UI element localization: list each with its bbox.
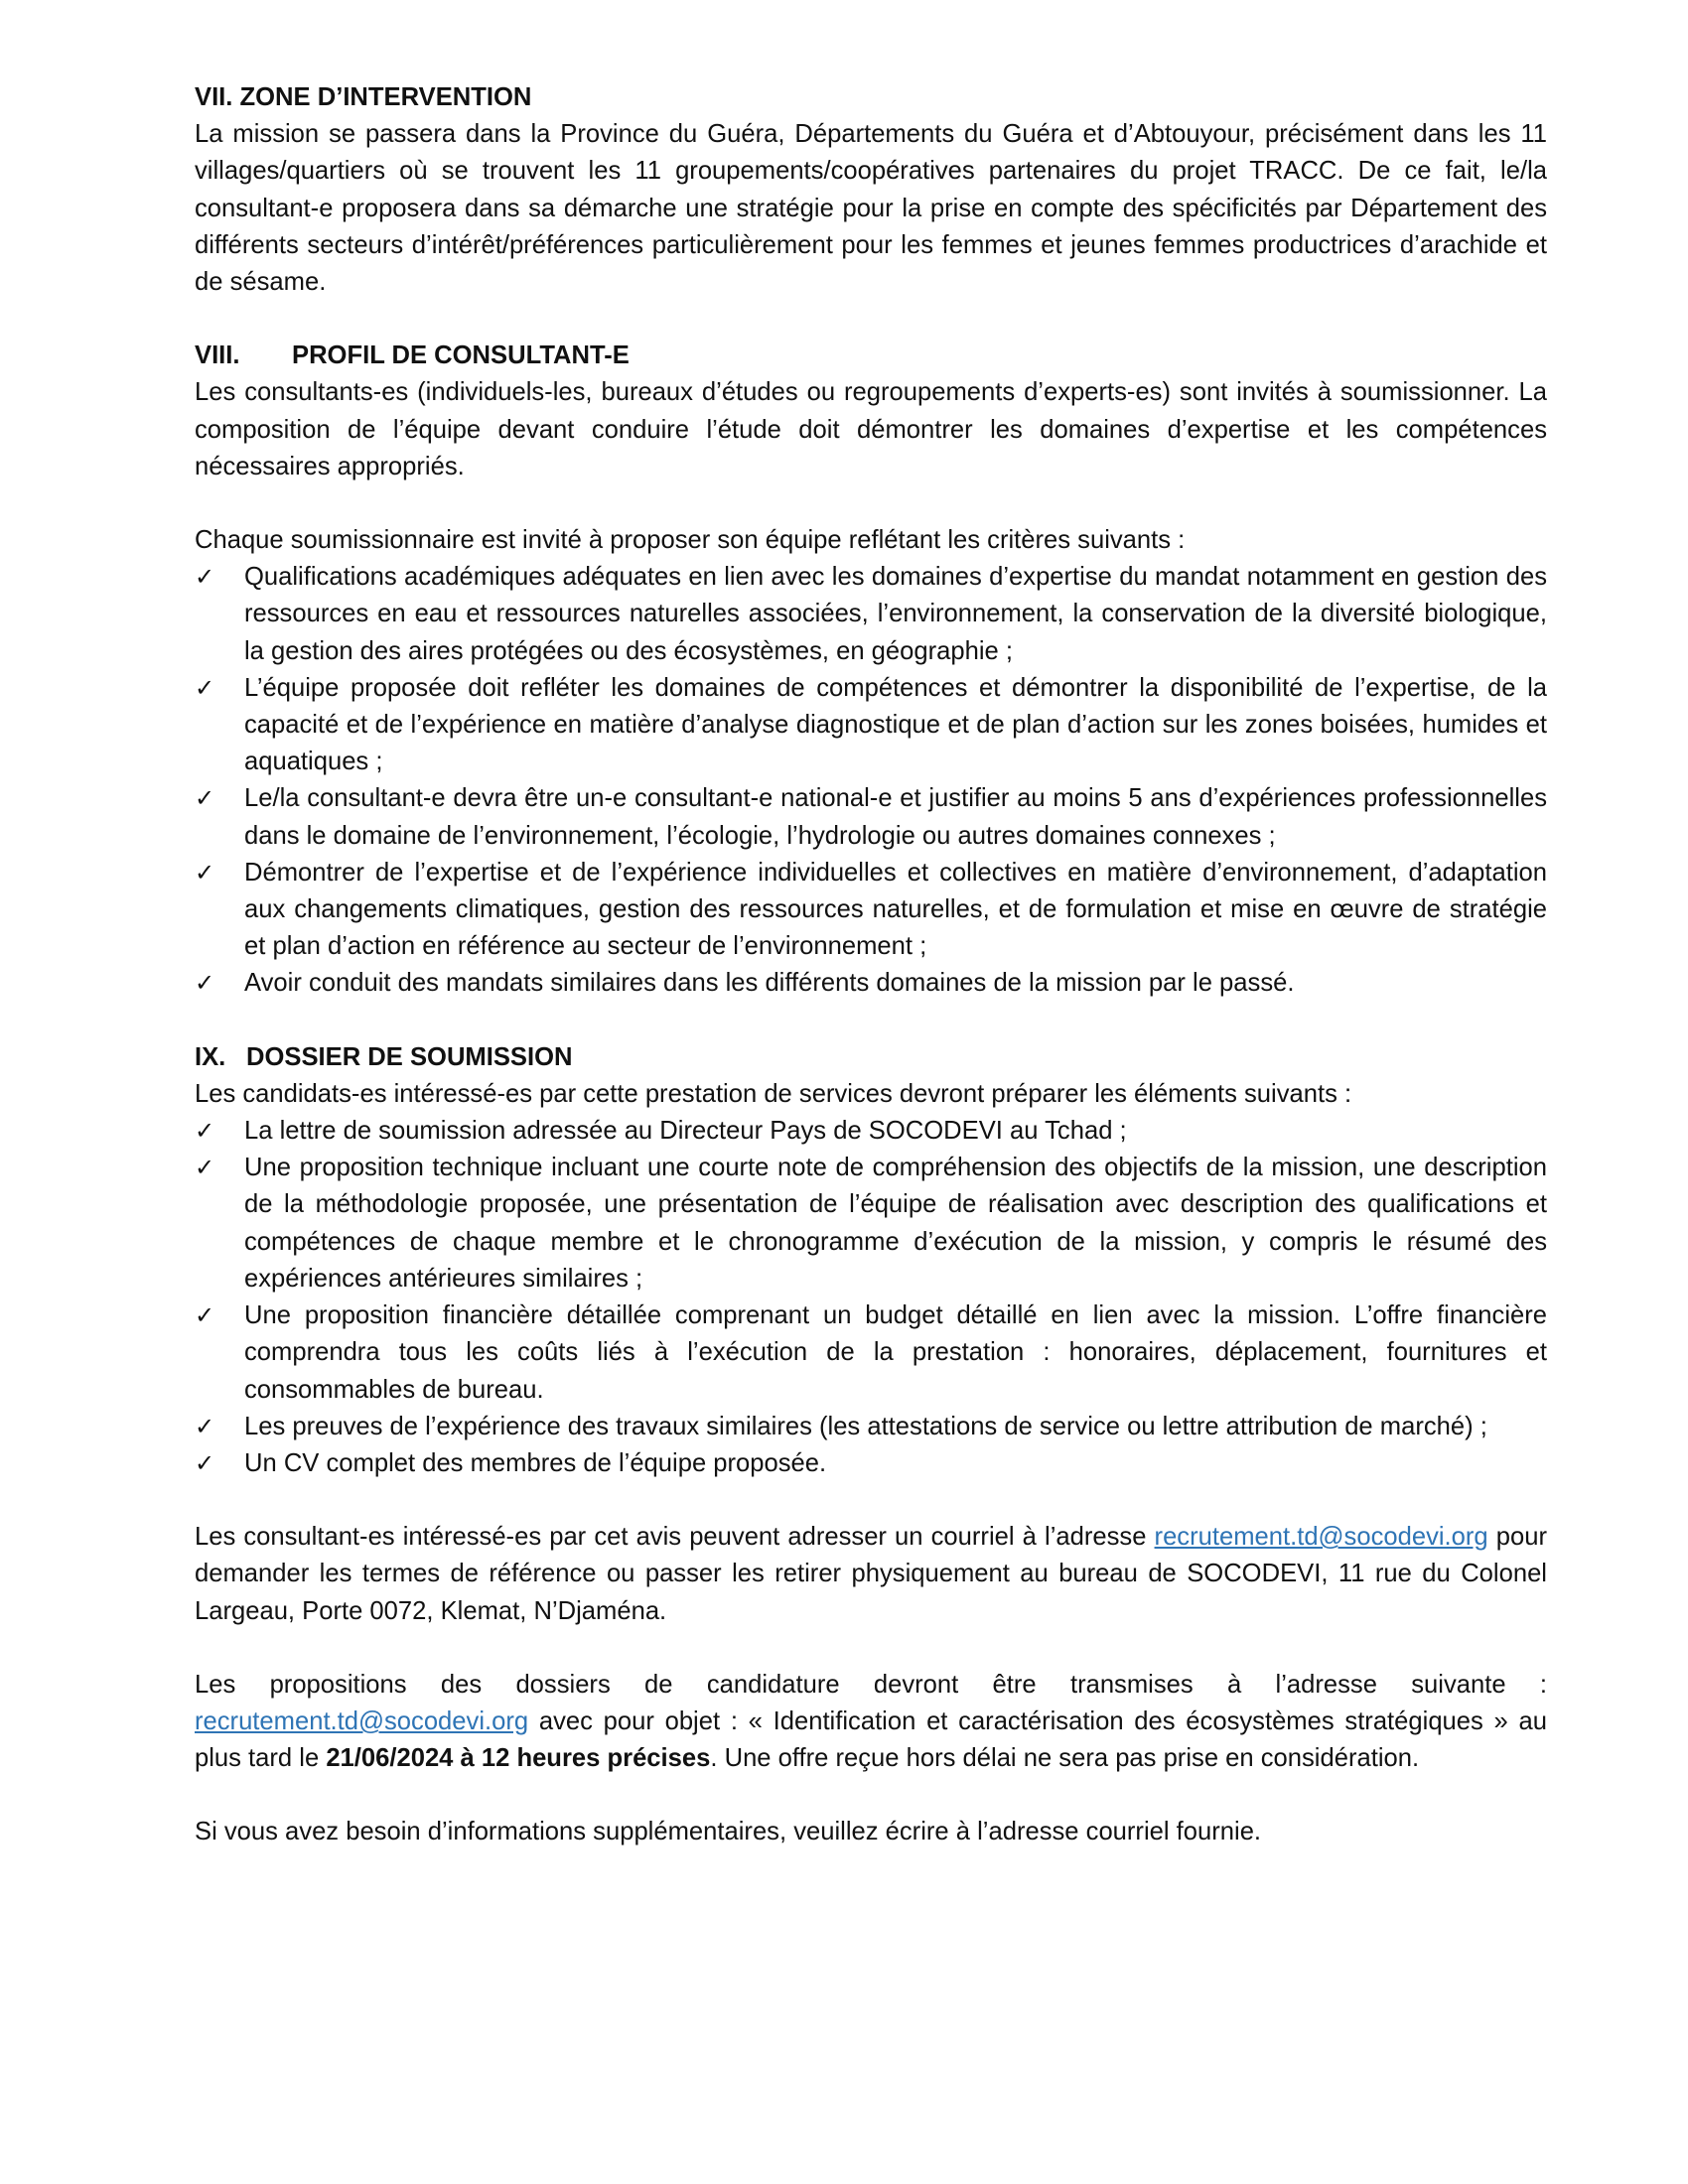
check-icon: ✓ (195, 1412, 215, 1440)
section-viii-number: VIII. (195, 341, 240, 370)
check-icon: ✓ (195, 784, 215, 813)
check-icon: ✓ (195, 1448, 215, 1477)
list-item: ✓ Le/la consultant-e devra être un-e consultant-e national-e et justifier au moins 5 ans d’expériences professionnelles dans le domaine de l’environnement, l’écologie, l’hydrologie ou autres domaines connexes ; (195, 780, 1547, 854)
list-item: ✓ La lettre de soumission adressée au Directeur Pays de SOCODEVI au Tchad ; (195, 1113, 1547, 1150)
document-page (195, 79, 1547, 1851)
list-item: ✓ L’équipe proposée doit refléter les domaines de compétences et démontrer la disponibilité de l’expertise, de la capacité et de l’expérience en matière d’analyse diagnostique et de plan d’action sur les zones boisées, humides et aquatiques ; (195, 670, 1547, 781)
check-icon: ✓ (195, 1154, 215, 1182)
submission-paragraph: Les propositions des dossiers de candidature devront être transmises à l’adresse suivante : recrutement.td@socodevi.org avec pour objet : « Identification et caractérisation des écosystèmes stratégiques » au plus tard le 21/06/2024 à 12 heures précises. Une offre reçue hors délai ne sera pas prise en considération. (195, 1670, 1547, 1773)
list-item: ✓ Démontrer de l’expertise et de l’expérience individuelles et collectives en matière d’environnement, d’adaptation aux changements climatiques, gestion des ressources naturelles, et de formulation et mise en œuvre de stratégie et plan d’action en référence au secteur de l’environnement ; (195, 855, 1547, 966)
criteria-list (195, 559, 1547, 1002)
list-item: ✓ Un CV complet des membres de l’équipe proposée. (195, 1445, 1547, 1482)
closing-paragraph: Si vous avez besoin d’informations supplémentaires, veuillez écrire à l’adresse courriel fournie. (195, 1818, 1262, 1846)
check-icon: ✓ (195, 673, 215, 702)
email-link[interactable]: recrutement.td@socodevi.org (195, 1706, 529, 1735)
check-icon: ✓ (195, 563, 215, 592)
list-item: ✓ Avoir conduit des mandats similaires dans les différents domaines de la mission par le passé. (195, 965, 1547, 1002)
section-vii-body: La mission se passera dans la Province du Guéra, Départements du Guéra et d’Abtouyour, précisément dans les 11 villages/quartiers où se trouvent les 11 groupements/coopératives partenaires du projet TRACC. De ce fait, le/la consultant-e proposera dans sa démarche une stratégie pour la prise en compte des spécificités par Département des différents secteurs d’intérêt/préférences particulièrement pour les femmes et jeunes femmes productrices d’arachide et de sésame. (195, 120, 1547, 297)
email-link[interactable]: recrutement.td@socodevi.org (1154, 1523, 1488, 1552)
section-ix-intro: Les candidats-es intéressé-es par cette prestation de services devront préparer les éléments suivants : (195, 1079, 1352, 1108)
section-viii-heading (195, 338, 1547, 374)
section-viii-intro: Chaque soumissionnaire est invité à proposer son équipe reflétant les critères suivants : (195, 526, 1186, 555)
section-ix-title: DOSSIER DE SOUMISSION (246, 1042, 573, 1071)
submission-list (195, 1113, 1547, 1482)
check-icon: ✓ (195, 969, 215, 998)
section-ix-heading (195, 1039, 1547, 1076)
check-icon: ✓ (195, 858, 215, 887)
section-viii-body: Les consultants-es (individuels-les, bureaux d’études ou regroupements d’experts-es) sont invités à soumissionner. La composition de l’équipe devant conduire l’étude doit démontrer les domaines d’expertise et les compétences nécessaires appropriés. (195, 378, 1547, 480)
section-viii-title: PROFIL DE CONSULTANT-E (292, 341, 630, 370)
list-item: ✓ Une proposition financière détaillée comprenant un budget détaillé en lien avec la mission. L’offre financière comprendra tous les coûts liés à l’exécution de la prestation : honoraires, déplacement, fournitures et consommables de bureau. (195, 1297, 1547, 1409)
section-vii-heading: VII. ZONE D’INTERVENTION (195, 83, 532, 111)
list-item: ✓ Qualifications académiques adéquates en lien avec les domaines d’expertise du mandat notamment en gestion des ressources en eau et ressources naturelles associées, l’environnement, la conservation de la diversité biologique, la gestion des aires protégées ou des écosystèmes, en géographie ; (195, 559, 1547, 670)
contact-paragraph: Les consultant-es intéressé-es par cet avis peuvent adresser un courriel à l’adresse recrutement.td@socodevi.org pour demander les termes de référence ou passer les retirer physiquement au bureau de SOCODEVI, 11 rue du Colonel Largeau, Porte 0072, Klemat, N’Djaména. (195, 1523, 1547, 1625)
list-item: ✓ Une proposition technique incluant une courte note de compréhension des objectifs de la mission, une description de la méthodologie proposée, une présentation de l’équipe de réalisation avec description des qualifications et compétences de chaque membre et le chronogramme d’exécution de la mission, y compris le résumé des expériences antérieures similaires ; (195, 1150, 1547, 1297)
check-icon: ✓ (195, 1301, 215, 1330)
check-icon: ✓ (195, 1117, 215, 1146)
deadline: 21/06/2024 à 12 heures précises (326, 1744, 711, 1773)
section-ix-number: IX. (195, 1042, 226, 1071)
list-item: ✓ Les preuves de l’expérience des travaux similaires (les attestations de service ou lettre attribution de marché) ; (195, 1409, 1547, 1445)
